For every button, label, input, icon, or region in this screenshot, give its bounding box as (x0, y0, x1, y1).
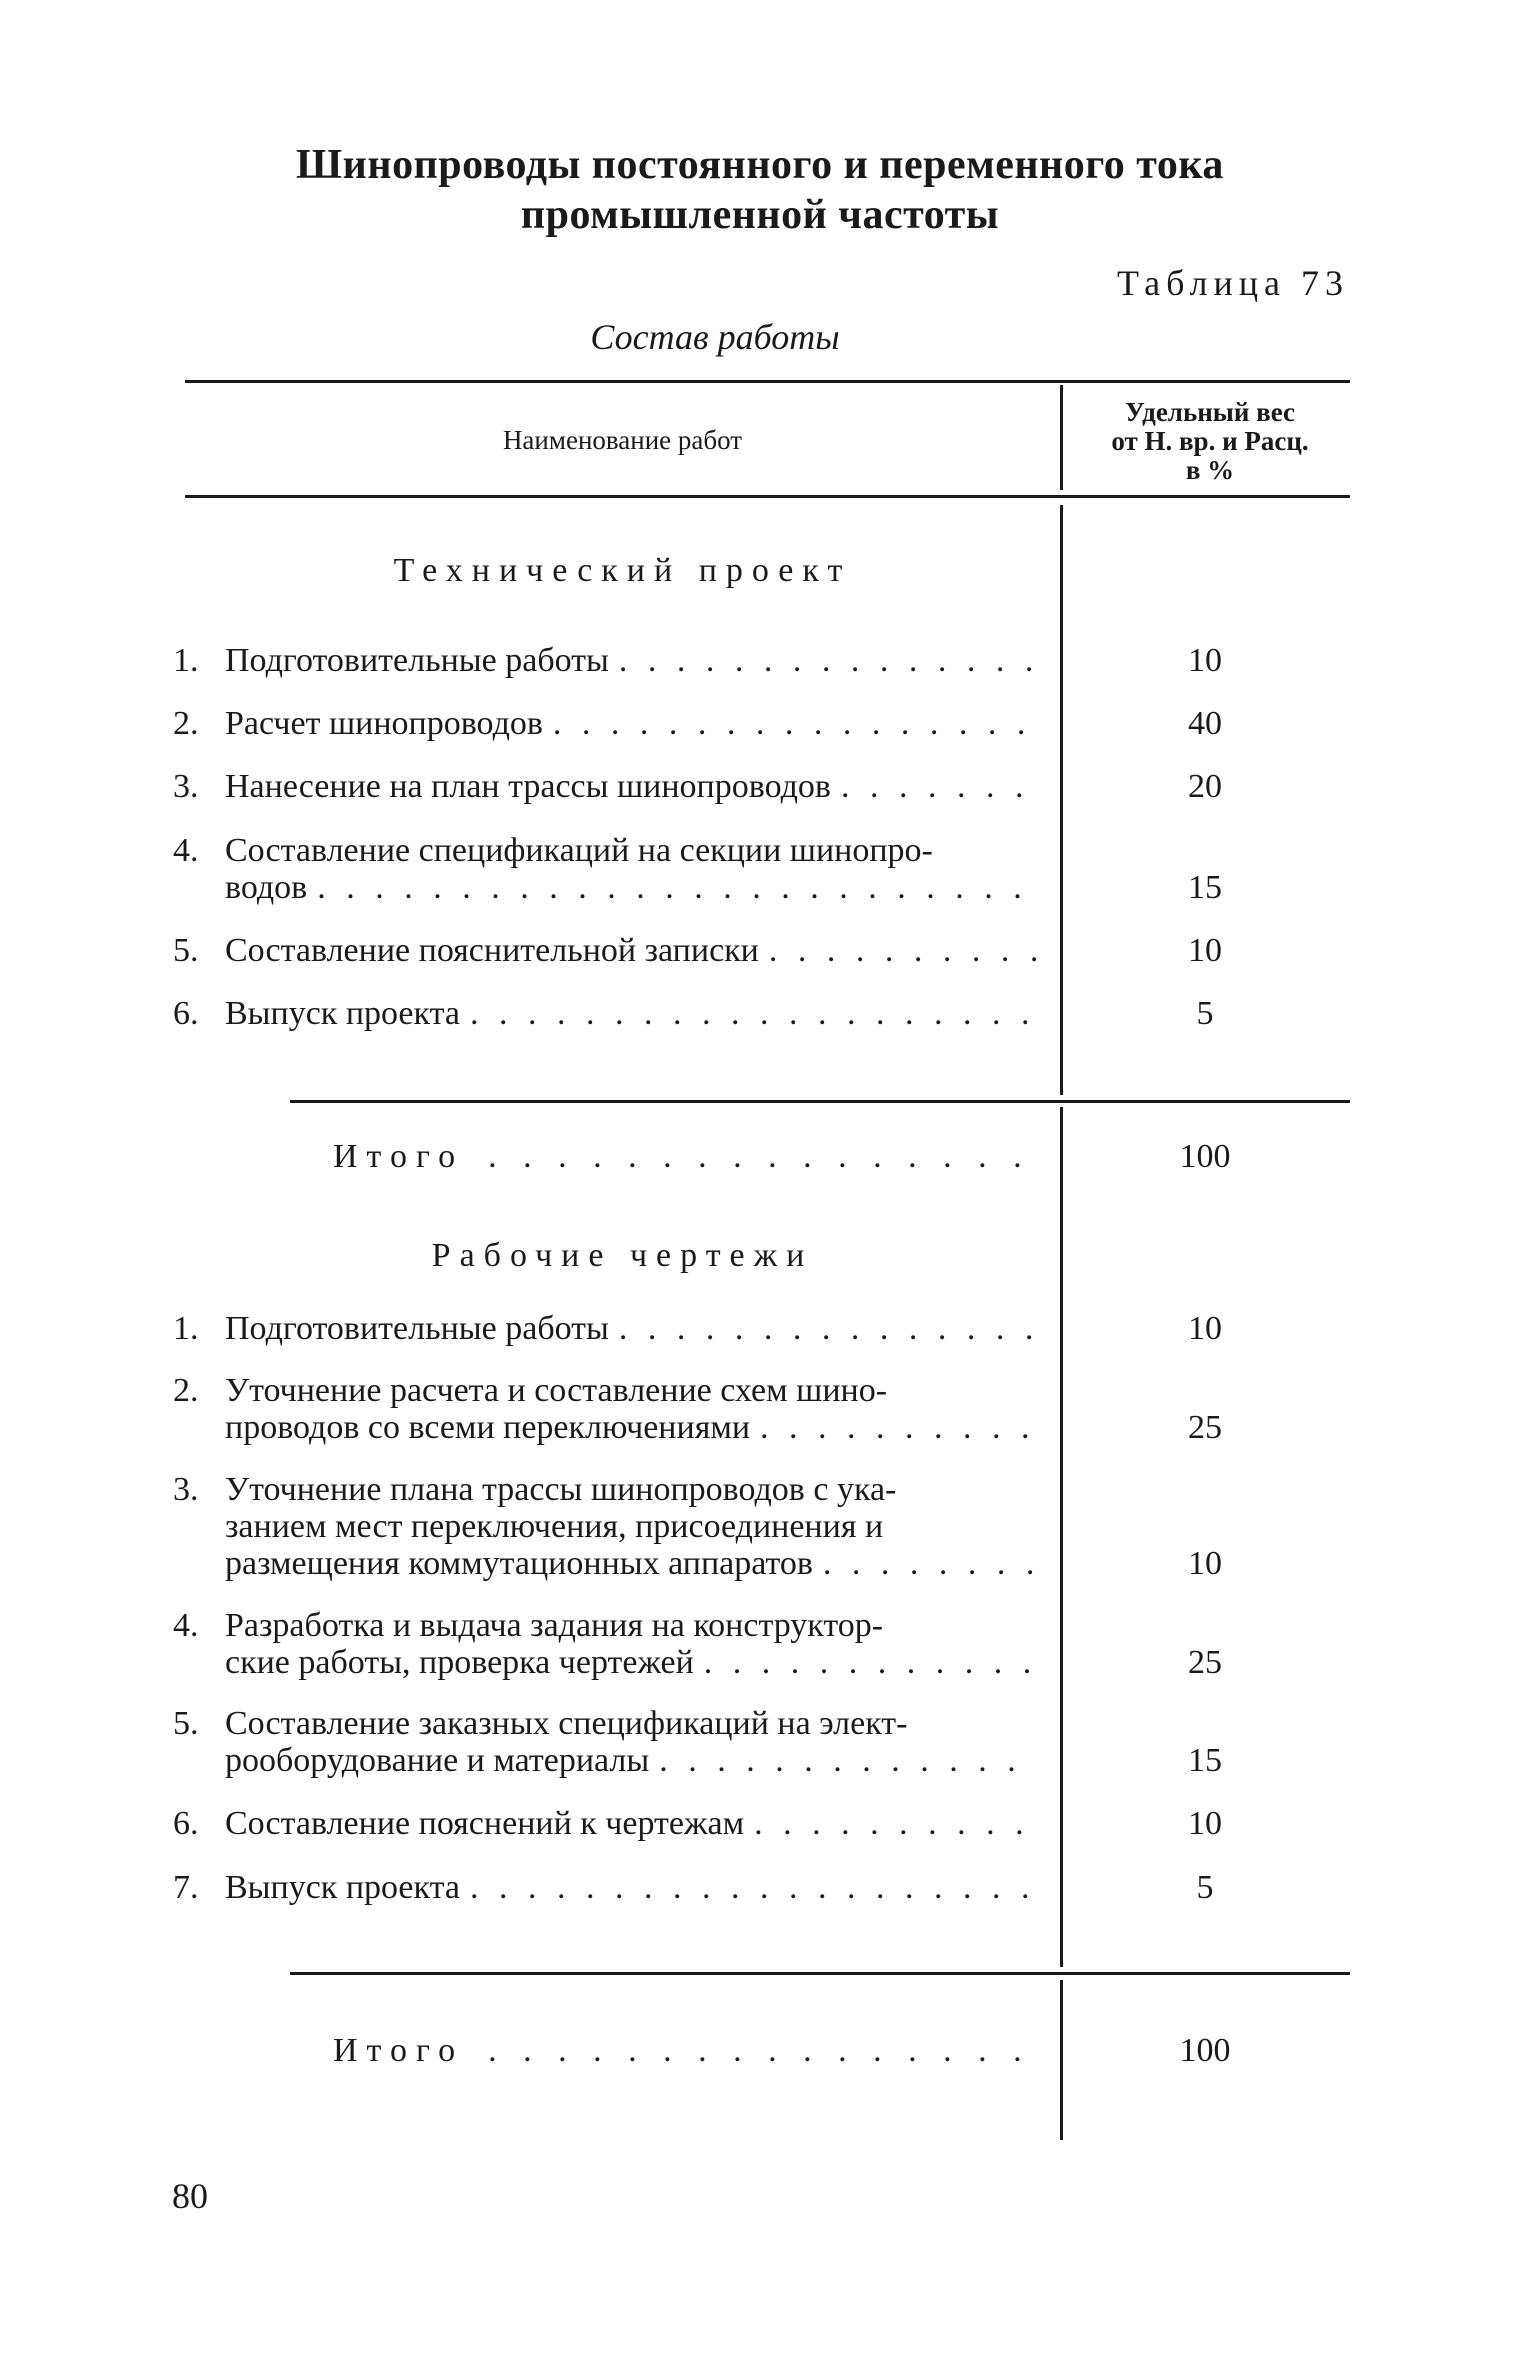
row-text: Нанесение на план трассы шинопроводов (225, 768, 831, 805)
row-text: Составление заказных спецификаций на элект- (225, 1705, 908, 1742)
row-number: 4. (173, 1607, 199, 1644)
row-value: 25 (1188, 1409, 1222, 1446)
row-text: занием мест переключения, присоединения и (225, 1508, 884, 1545)
table-row (173, 705, 1038, 742)
section2-total-value: 100 (1179, 2032, 1231, 2069)
table-row (173, 932, 1038, 969)
header-share (1065, 398, 1355, 485)
row-text: Уточнение расчета и составление схем шино- (225, 1372, 888, 1409)
leader-dots (460, 995, 1038, 1032)
row-value: 10 (1188, 1545, 1222, 1582)
leader-dots (694, 1644, 1038, 1681)
section1-total-rule (290, 1100, 1350, 1103)
row-value: 5 (1196, 995, 1214, 1032)
row-text: Составление пояснений к чертежам (225, 1805, 745, 1842)
table-row (173, 1805, 1038, 1842)
page-title (200, 140, 1320, 240)
header-column-divider (1060, 385, 1063, 490)
row-number: 4. (173, 832, 199, 869)
row-text: Уточнение плана трассы шинопроводов с ука- (225, 1471, 897, 1508)
table-row (173, 1705, 1038, 1779)
row-value: 10 (1188, 932, 1222, 969)
row-value: 5 (1196, 1869, 1214, 1906)
leader-dots (813, 1545, 1038, 1582)
title-line-1: Шинопроводы постоянного и переменного тока (296, 142, 1224, 188)
row-value: 15 (1188, 869, 1222, 906)
leader-dots (831, 768, 1038, 805)
leader-dots (460, 1869, 1038, 1906)
table-row (173, 832, 1038, 906)
row-value: 20 (1188, 768, 1222, 805)
table-top-rule (185, 380, 1350, 383)
table-row (173, 642, 1038, 679)
section2-column-divider (1060, 1107, 1063, 1967)
row-number: 7. (173, 1869, 199, 1906)
header-share-line-1: Удельный вес (1124, 397, 1296, 427)
table-number: Таблица 73 (1117, 263, 1349, 303)
table-row (173, 995, 1038, 1032)
composition-caption: Состав работы (590, 317, 840, 357)
row-value: 10 (1188, 1310, 1222, 1347)
row-value: 10 (1188, 642, 1222, 679)
row-number: 1. (173, 642, 199, 679)
table-row (173, 1372, 1038, 1446)
total-label: Итого (333, 2032, 465, 2069)
section1-total (333, 1138, 1038, 1176)
leader-dots (609, 642, 1038, 679)
row-text: Подготовительные работы (225, 642, 609, 679)
row-number: 1. (173, 1310, 199, 1347)
row-number: 5. (173, 1705, 199, 1742)
row-number: 6. (173, 1805, 199, 1842)
table-row (173, 1607, 1038, 1681)
header-share-line-3: в % (1185, 455, 1235, 485)
row-text: Разработка и выдача задания на конструктор- (225, 1607, 884, 1644)
row-text: ские работы, проверка чертежей (225, 1644, 694, 1681)
section2-total-rule (290, 1972, 1350, 1975)
leader-dots (750, 1409, 1038, 1446)
row-text: Выпуск проекта (225, 995, 460, 1032)
section2-total (333, 2032, 1038, 2070)
row-text: размещения коммутационных аппаратов (225, 1545, 813, 1582)
row-number: 2. (173, 705, 199, 742)
leader-dots (759, 932, 1038, 969)
leader-dots (307, 869, 1038, 906)
total-label: Итого (333, 1138, 465, 1175)
row-value: 15 (1188, 1742, 1222, 1779)
row-value: 10 (1188, 1805, 1222, 1842)
leader-dots (464, 1138, 1038, 1176)
row-value: 40 (1188, 705, 1222, 742)
row-text: Расчет шинопроводов (225, 705, 543, 742)
title-line-2: промышленной частоты (520, 192, 1000, 238)
page-number: 80 (172, 2176, 208, 2216)
row-text: Подготовительные работы (225, 1310, 609, 1347)
leader-dots (464, 2032, 1038, 2070)
header-work-name: Наименование работ (502, 425, 743, 455)
leader-dots (543, 705, 1038, 742)
row-text: рооборудование и материалы (225, 1742, 650, 1779)
row-number: 3. (173, 768, 199, 805)
row-number: 2. (173, 1372, 199, 1409)
leader-dots (609, 1310, 1038, 1347)
row-text: Составление спецификаций на секции шинопро- (225, 832, 933, 869)
header-bottom-rule (185, 495, 1350, 498)
row-text: Выпуск проекта (225, 1869, 460, 1906)
row-text: водов (225, 869, 308, 906)
row-number: 5. (173, 932, 199, 969)
final-column-divider (1060, 1980, 1063, 2140)
row-number: 6. (173, 995, 199, 1032)
row-text: Составление пояснительной записки (225, 932, 759, 969)
row-number: 3. (173, 1471, 199, 1508)
row-text: проводов со всеми переключениями (225, 1409, 751, 1446)
leader-dots (744, 1805, 1038, 1842)
table-row (173, 1471, 1038, 1582)
section1-column-divider (1060, 505, 1063, 1095)
table-row (173, 1310, 1038, 1347)
row-value: 25 (1188, 1644, 1222, 1681)
section1-total-value: 100 (1179, 1138, 1231, 1175)
table-row (173, 768, 1038, 805)
section1-title: Технический проект (393, 552, 852, 589)
header-share-line-2: от Н. вр. и Расц. (1111, 426, 1309, 456)
leader-dots (649, 1742, 1038, 1779)
section2-title: Рабочие чертежи (431, 1237, 814, 1274)
table-row (173, 1869, 1038, 1906)
